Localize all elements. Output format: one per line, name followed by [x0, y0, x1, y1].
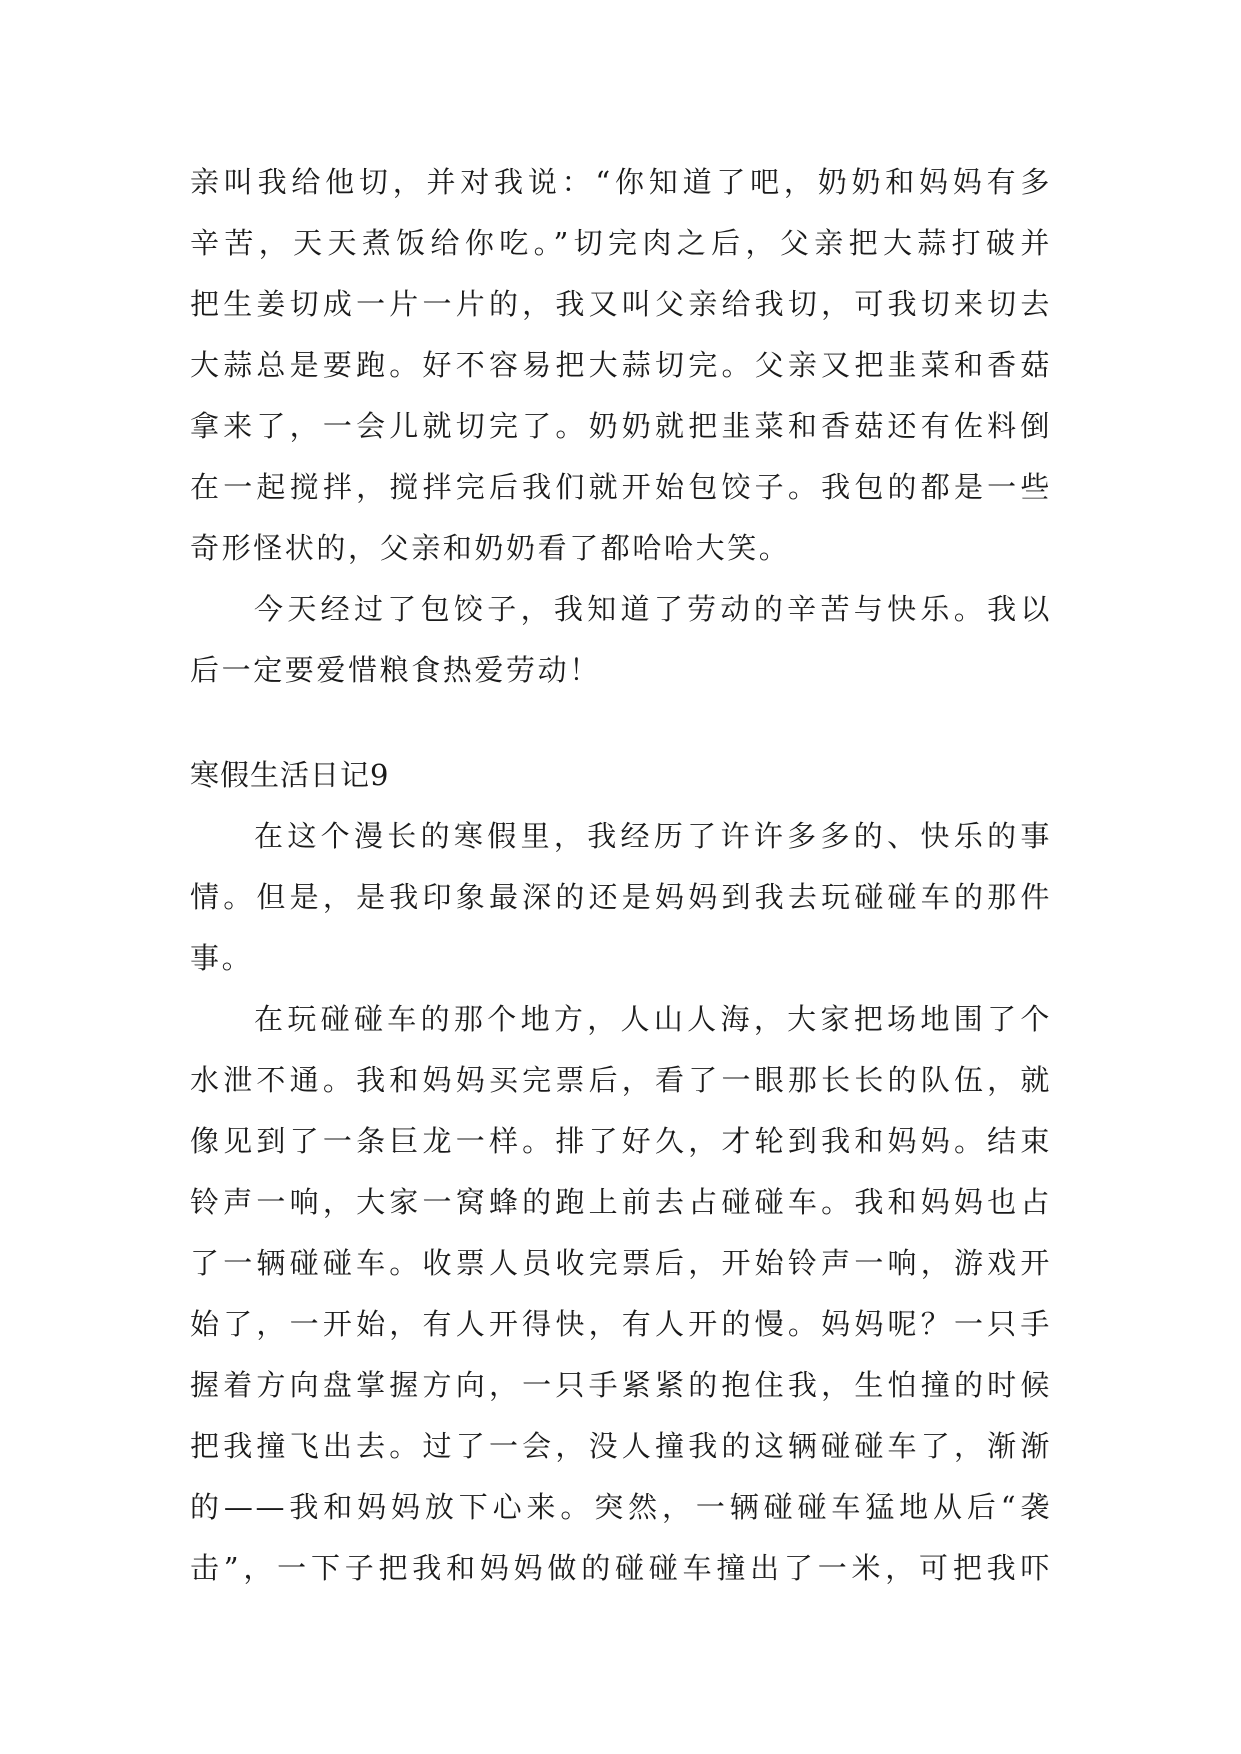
text-line: 击”，一下子把我和妈妈做的碰碰车撞出了一米，可把我吓: [190, 1551, 1052, 1585]
text-line: 握着方向盘掌握方向，一只手紧紧的抱住我，生怕撞的时候: [190, 1368, 1052, 1402]
text-line: 水泄不通。我和妈妈买完票后，看了一眼那长长的队伍，就: [190, 1063, 1052, 1097]
paragraph-bumper-cars: [190, 989, 1052, 1599]
text-line: 铃声一响，大家一窝蜂的跑上前去占碰碰车。我和妈妈也占: [190, 1185, 1052, 1219]
text-line: 拿来了，一会儿就切完了。奶奶就把韭菜和香菇还有佐料倒: [190, 409, 1052, 443]
text-line: 在玩碰碰车的那个地方，人山人海，大家把场地围了个: [254, 1002, 1052, 1036]
text-line: 把我撞飞出去。过了一会，没人撞我的这辆碰碰车了，渐渐: [190, 1429, 1052, 1463]
paragraph-dumpling-process: [190, 152, 1052, 579]
text-line: 大蒜总是要跑。好不容易把大蒜切完。父亲又把韭菜和香菇: [190, 348, 1052, 382]
text-line: 在一起搅拌，搅拌完后我们就开始包饺子。我包的都是一些: [190, 470, 1052, 504]
text-line: 在这个漫长的寒假里，我经历了许许多多的、快乐的事: [254, 819, 1052, 853]
text-line: 辛苦，天天煮饭给你吃。”切完肉之后，父亲把大蒜打破并: [190, 226, 1052, 260]
text-line: 奇形怪状的，父亲和奶奶看了都哈哈大笑。: [190, 531, 791, 565]
text-line: 了一辆碰碰车。收票人员收完票后，开始铃声一响，游戏开: [190, 1246, 1052, 1280]
paragraph-intro: [190, 806, 1052, 989]
text-line: 的——我和妈妈放下心来。突然，一辆碰碰车猛地从后“袭: [190, 1490, 1052, 1524]
text-line: 事。: [190, 941, 254, 975]
section-title: 寒假生活日记9: [190, 758, 390, 792]
text-line: 后一定要爱惜粮食热爱劳动！: [190, 653, 601, 687]
text-line: 始了，一开始，有人开得快，有人开的慢。妈妈呢？一只手: [190, 1307, 1052, 1341]
text-line: 亲叫我给他切，并对我说：“你知道了吧，奶奶和妈妈有多: [190, 165, 1052, 199]
text-line: 情。但是，是我印象最深的还是妈妈到我去玩碰碰车的那件: [190, 880, 1052, 914]
text-line: 像见到了一条巨龙一样。排了好久，才轮到我和妈妈。结束: [190, 1124, 1052, 1158]
paragraph-conclusion: [190, 579, 1052, 701]
text-line: 把生姜切成一片一片的，我又叫父亲给我切，可我切来切去: [190, 287, 1052, 321]
text-line: 今天经过了包饺子，我知道了劳动的辛苦与快乐。我以: [254, 592, 1052, 626]
